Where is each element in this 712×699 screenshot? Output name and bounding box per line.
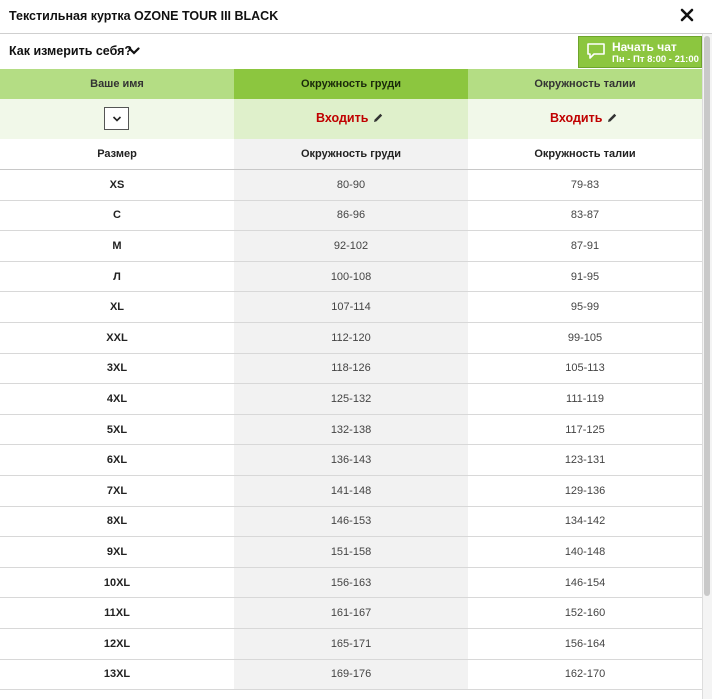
table-row xyxy=(0,231,702,262)
size-cell: 8XL xyxy=(106,515,128,528)
chest-cell: 92-102 xyxy=(234,231,468,261)
start-chat-button[interactable] xyxy=(578,36,702,68)
chest-cell: 80-90 xyxy=(234,170,468,200)
size-cell: С xyxy=(113,209,121,222)
size-cell: XXL xyxy=(106,331,128,344)
chest-cell: 136-143 xyxy=(234,445,468,475)
header-waist: Окружность талии xyxy=(468,69,702,99)
chest-cell: 156-163 xyxy=(234,568,468,598)
chat-title: Начать чат xyxy=(612,40,677,54)
table-row xyxy=(0,660,702,691)
waist-cell: 87-91 xyxy=(570,239,600,252)
dialog-title: Текстильная куртка OZONE TOUR III BLACK xyxy=(9,9,279,23)
waist-cell: 79-83 xyxy=(570,178,600,191)
size-cell: 11XL xyxy=(104,607,130,620)
table-row xyxy=(0,170,702,201)
size-cell: 10XL xyxy=(103,576,131,589)
table-row xyxy=(0,354,702,385)
close-icon[interactable] xyxy=(679,7,695,23)
table-row xyxy=(0,415,702,446)
size-cell: 12XL xyxy=(103,637,131,650)
table-row xyxy=(0,292,702,323)
chest-cell: 86-96 xyxy=(234,201,468,231)
table-row xyxy=(0,262,702,293)
size-cell: 7XL xyxy=(106,484,128,497)
table-row xyxy=(0,568,702,599)
table-row xyxy=(0,598,702,629)
table-row xyxy=(0,384,702,415)
waist-cell: 129-136 xyxy=(564,484,606,497)
chest-cell: 146-153 xyxy=(234,507,468,537)
waist-cell: 83-87 xyxy=(570,209,600,222)
chest-cell: 132-138 xyxy=(234,415,468,445)
waist-cell: 162-170 xyxy=(564,668,606,681)
waist-cell: 123-131 xyxy=(564,454,606,467)
size-cell: 6XL xyxy=(106,454,128,467)
table-row xyxy=(0,201,702,232)
waist-login-label: Входить xyxy=(550,111,603,125)
waist-cell: 152-160 xyxy=(564,607,606,620)
waist-input-cell xyxy=(468,99,702,139)
table-row xyxy=(0,323,702,354)
chest-cell: 118-126 xyxy=(234,354,468,384)
waist-cell: 95-99 xyxy=(570,301,600,314)
how-to-measure-label: Как измерить себя? xyxy=(9,44,133,58)
column-header-size: Размер xyxy=(97,148,137,160)
size-cell: 9XL xyxy=(106,545,128,558)
chevron-down-icon xyxy=(128,46,140,56)
chest-cell: 100-108 xyxy=(234,262,468,292)
chest-cell: 141-148 xyxy=(234,476,468,506)
select-chevron-icon xyxy=(112,115,122,123)
chest-login-link[interactable] xyxy=(316,111,384,125)
chest-login-label: Входить xyxy=(316,111,369,125)
waist-cell: 156-164 xyxy=(564,637,606,650)
chest-cell: 165-171 xyxy=(234,629,468,659)
waist-cell: 99-105 xyxy=(567,331,603,344)
waist-cell: 134-142 xyxy=(564,515,606,528)
chest-cell: 151-158 xyxy=(234,537,468,567)
waist-cell: 91-95 xyxy=(570,270,600,283)
name-input-cell xyxy=(0,99,234,139)
table-row xyxy=(0,507,702,538)
chat-hours: Пн - Пт 8:00 - 21:00 xyxy=(612,54,699,65)
chest-input-cell xyxy=(234,99,468,139)
waist-cell: 117-125 xyxy=(565,423,605,436)
size-cell: XS xyxy=(109,178,125,191)
size-cell: Л xyxy=(113,270,121,283)
size-table xyxy=(0,139,702,690)
waist-cell: 146-154 xyxy=(564,576,606,589)
column-header-chest: Окружность груди xyxy=(234,139,468,169)
scrollbar-thumb[interactable] xyxy=(704,36,710,596)
pencil-icon xyxy=(606,112,618,124)
size-cell: 13XL xyxy=(103,668,131,681)
waist-login-link[interactable] xyxy=(550,111,618,125)
table-row xyxy=(0,476,702,507)
size-cell: 4XL xyxy=(106,392,128,405)
size-cell: XL xyxy=(109,301,125,314)
column-header-waist: Окружность талии xyxy=(534,148,636,160)
chest-cell: 112-120 xyxy=(234,323,468,353)
waist-cell: 105-113 xyxy=(565,362,605,375)
chest-cell: 161-167 xyxy=(234,598,468,628)
dialog-title-bar xyxy=(0,0,712,34)
table-row xyxy=(0,537,702,568)
chest-cell: 125-132 xyxy=(234,384,468,414)
header-chest: Окружность груди xyxy=(234,69,468,99)
waist-cell: 111-119 xyxy=(566,392,604,405)
size-cell: 3XL xyxy=(106,362,128,375)
chat-bubble-icon xyxy=(586,42,606,60)
size-cell: 5XL xyxy=(106,423,128,436)
name-select[interactable] xyxy=(104,107,129,130)
table-row xyxy=(0,445,702,476)
table-header-row xyxy=(0,139,702,170)
size-cell: М xyxy=(112,239,122,252)
waist-cell: 140-148 xyxy=(564,545,606,558)
chest-cell: 107-114 xyxy=(234,292,468,322)
chest-cell: 169-176 xyxy=(234,660,468,690)
header-your-name: Ваше имя xyxy=(0,69,234,99)
table-row xyxy=(0,629,702,660)
pencil-icon xyxy=(372,112,384,124)
